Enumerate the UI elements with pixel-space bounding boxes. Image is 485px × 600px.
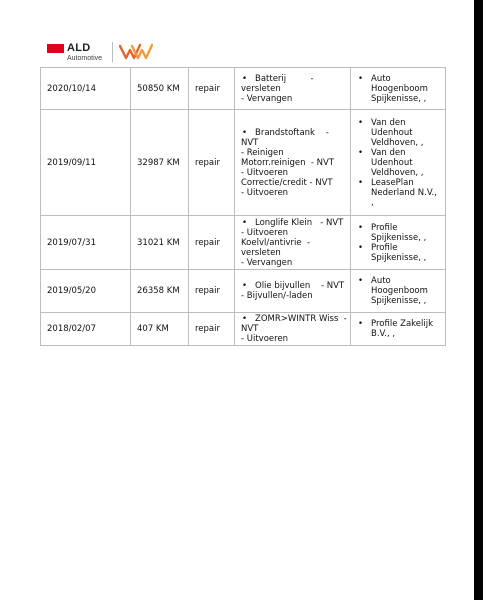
actions-list bbox=[241, 218, 344, 268]
action-item bbox=[241, 314, 347, 344]
actions-cell bbox=[235, 68, 351, 110]
date-cell: 2019/05/20 bbox=[41, 270, 131, 313]
garages-cell bbox=[351, 110, 446, 216]
type-cell: repair bbox=[189, 68, 235, 110]
garages-cell bbox=[351, 313, 446, 346]
action-line: NVT bbox=[241, 137, 259, 148]
garages-list bbox=[357, 319, 439, 339]
type-cell: repair bbox=[189, 216, 235, 270]
mileage-cell: 407 KM bbox=[131, 313, 189, 346]
garages-list bbox=[357, 223, 439, 263]
action-line: - Vervangen bbox=[241, 257, 293, 268]
garage-item: • Profile Spijkenisse, , bbox=[357, 223, 439, 243]
garages-cell bbox=[351, 68, 446, 110]
garage-item: • Auto Hoogenboom Spijkenisse, , bbox=[357, 74, 439, 104]
action-line: - Vervangen bbox=[241, 93, 293, 104]
mileage-cell: 32987 KM bbox=[131, 110, 189, 216]
type-cell: repair bbox=[189, 270, 235, 313]
garages-list bbox=[357, 118, 439, 208]
action-line: - Uitvoeren bbox=[241, 227, 289, 238]
ald-automotive-logo bbox=[47, 43, 102, 62]
actions-cell bbox=[235, 313, 351, 346]
action-line: - Bijvullen/-laden bbox=[241, 291, 313, 301]
action-main: • Brandstoftank - bbox=[255, 127, 329, 138]
logo-name-top: ALD bbox=[67, 41, 91, 54]
action-line: - Reinigen bbox=[241, 147, 284, 158]
garage-item: • Van den Udenhout Veldhoven, , bbox=[357, 118, 439, 148]
garages-list bbox=[357, 74, 439, 104]
garage-item: • Auto Hoogenboom Spijkenisse, , bbox=[357, 276, 439, 306]
action-item bbox=[241, 218, 344, 268]
header-logos bbox=[47, 40, 153, 64]
garage-item: • LeasePlan Nederland N.V., , bbox=[357, 178, 439, 208]
garages-list bbox=[357, 276, 439, 306]
logo-divider bbox=[112, 42, 113, 62]
date-cell: 2018/02/07 bbox=[41, 313, 131, 346]
table-row bbox=[41, 216, 446, 270]
logo-name-bottom: Automotive bbox=[67, 54, 103, 62]
action-item bbox=[241, 281, 344, 301]
action-line: Motorr.reinigen - NVT bbox=[241, 157, 335, 168]
actions-list bbox=[241, 314, 347, 344]
actions-list bbox=[241, 128, 344, 198]
type-cell: repair bbox=[189, 313, 235, 346]
mileage-cell: 31021 KM bbox=[131, 216, 189, 270]
actions-list bbox=[241, 74, 344, 104]
action-line: Correctie/credit - NVT bbox=[241, 177, 333, 188]
brand-wing-icon bbox=[119, 42, 153, 62]
date-cell: 2020/10/14 bbox=[41, 68, 131, 110]
action-main: • Olie bijvullen - NVT bbox=[255, 281, 345, 291]
mileage-cell: 50850 KM bbox=[131, 68, 189, 110]
garage-item: • Profile Zakelijk B.V., , bbox=[357, 319, 439, 339]
action-line: NVT bbox=[241, 324, 259, 334]
ald-red-square bbox=[47, 44, 64, 53]
garage-item: • Profile Spijkenisse, , bbox=[357, 243, 439, 263]
action-line: Koelvl/antivrie - bbox=[241, 237, 311, 248]
table-row bbox=[41, 313, 446, 346]
action-line: versleten bbox=[241, 247, 281, 258]
actions-list bbox=[241, 281, 344, 301]
mileage-cell: 26358 KM bbox=[131, 270, 189, 313]
action-item bbox=[241, 74, 344, 104]
action-line: - Uitvoeren bbox=[241, 187, 289, 198]
garage-item: • Van den Udenhout Veldhoven, , bbox=[357, 148, 439, 178]
action-line: - Uitvoeren bbox=[241, 167, 289, 178]
type-cell: repair bbox=[189, 110, 235, 216]
date-cell: 2019/09/11 bbox=[41, 110, 131, 216]
action-item bbox=[241, 128, 344, 198]
garages-cell bbox=[351, 216, 446, 270]
date-cell: 2019/07/31 bbox=[41, 216, 131, 270]
table-row bbox=[41, 270, 446, 313]
actions-cell bbox=[235, 270, 351, 313]
table-row bbox=[41, 110, 446, 216]
actions-cell bbox=[235, 110, 351, 216]
table-row bbox=[41, 68, 446, 110]
action-main: • Longlife Klein - NVT bbox=[255, 217, 344, 228]
action-line: versleten bbox=[241, 83, 281, 94]
actions-cell bbox=[235, 216, 351, 270]
garages-cell bbox=[351, 270, 446, 313]
action-main: • Batterij - bbox=[255, 73, 314, 84]
maintenance-history-table bbox=[40, 67, 446, 346]
action-line: - Uitvoeren bbox=[241, 334, 289, 344]
action-main: • ZOMR>WINTR Wiss - bbox=[255, 314, 347, 324]
